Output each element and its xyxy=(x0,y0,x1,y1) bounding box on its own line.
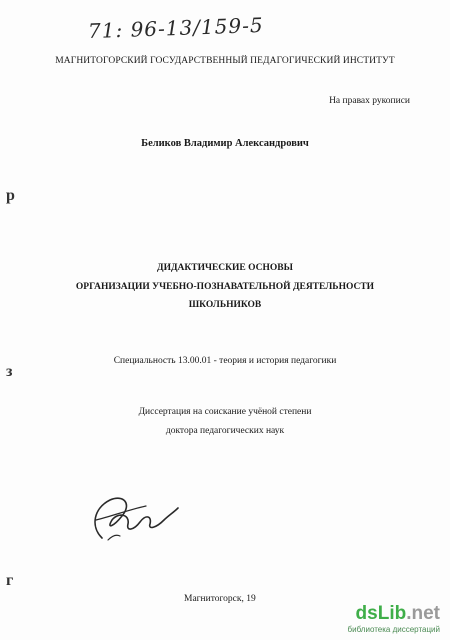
margin-mark: р xyxy=(6,187,15,204)
watermark-tagline: библиотека диссертаций xyxy=(347,625,440,634)
handwritten-catalog-code: 71: 96-13/159-5 xyxy=(87,12,264,44)
watermark-brand-prefix: dsLib xyxy=(355,603,407,624)
author-name: Беликов Владимир Александрович xyxy=(141,138,309,149)
dslib-watermark xyxy=(322,604,440,634)
title-line-2: ОРГАНИЗАЦИИ УЧЕБНО-ПОЗНАВАТЕЛЬНОЙ ДЕЯТЕЛЬНОСТИ xyxy=(75,282,375,292)
city-year: Магнитогорск, 19 xyxy=(184,594,256,604)
watermark-brand-suffix: .net xyxy=(406,603,440,624)
title-line-1: ДИДАКТИЧЕСКИЕ ОСНОВЫ xyxy=(157,263,293,273)
watermark-brand xyxy=(322,604,440,624)
institute-name: МАГНИТОГОРСКИЙ ГОСУДАРСТВЕННЫЙ ПЕДАГОГИЧЕСКИЙ ИНСТИТУТ xyxy=(55,56,395,66)
dissertation-degree-line-1: Диссертация на соискание учёной степени xyxy=(138,407,312,417)
specialty-line: Специальность 13.00.01 - теория и история педагогики xyxy=(113,356,337,366)
title-line-3: ШКОЛЬНИКОВ xyxy=(188,300,262,310)
rights-note: На правах рукописи xyxy=(329,96,410,106)
dissertation-degree-line-2: доктора педагогических наук xyxy=(165,426,285,436)
margin-mark: г xyxy=(6,572,14,589)
handwritten-signature xyxy=(72,486,182,546)
margin-mark: з xyxy=(6,363,13,380)
